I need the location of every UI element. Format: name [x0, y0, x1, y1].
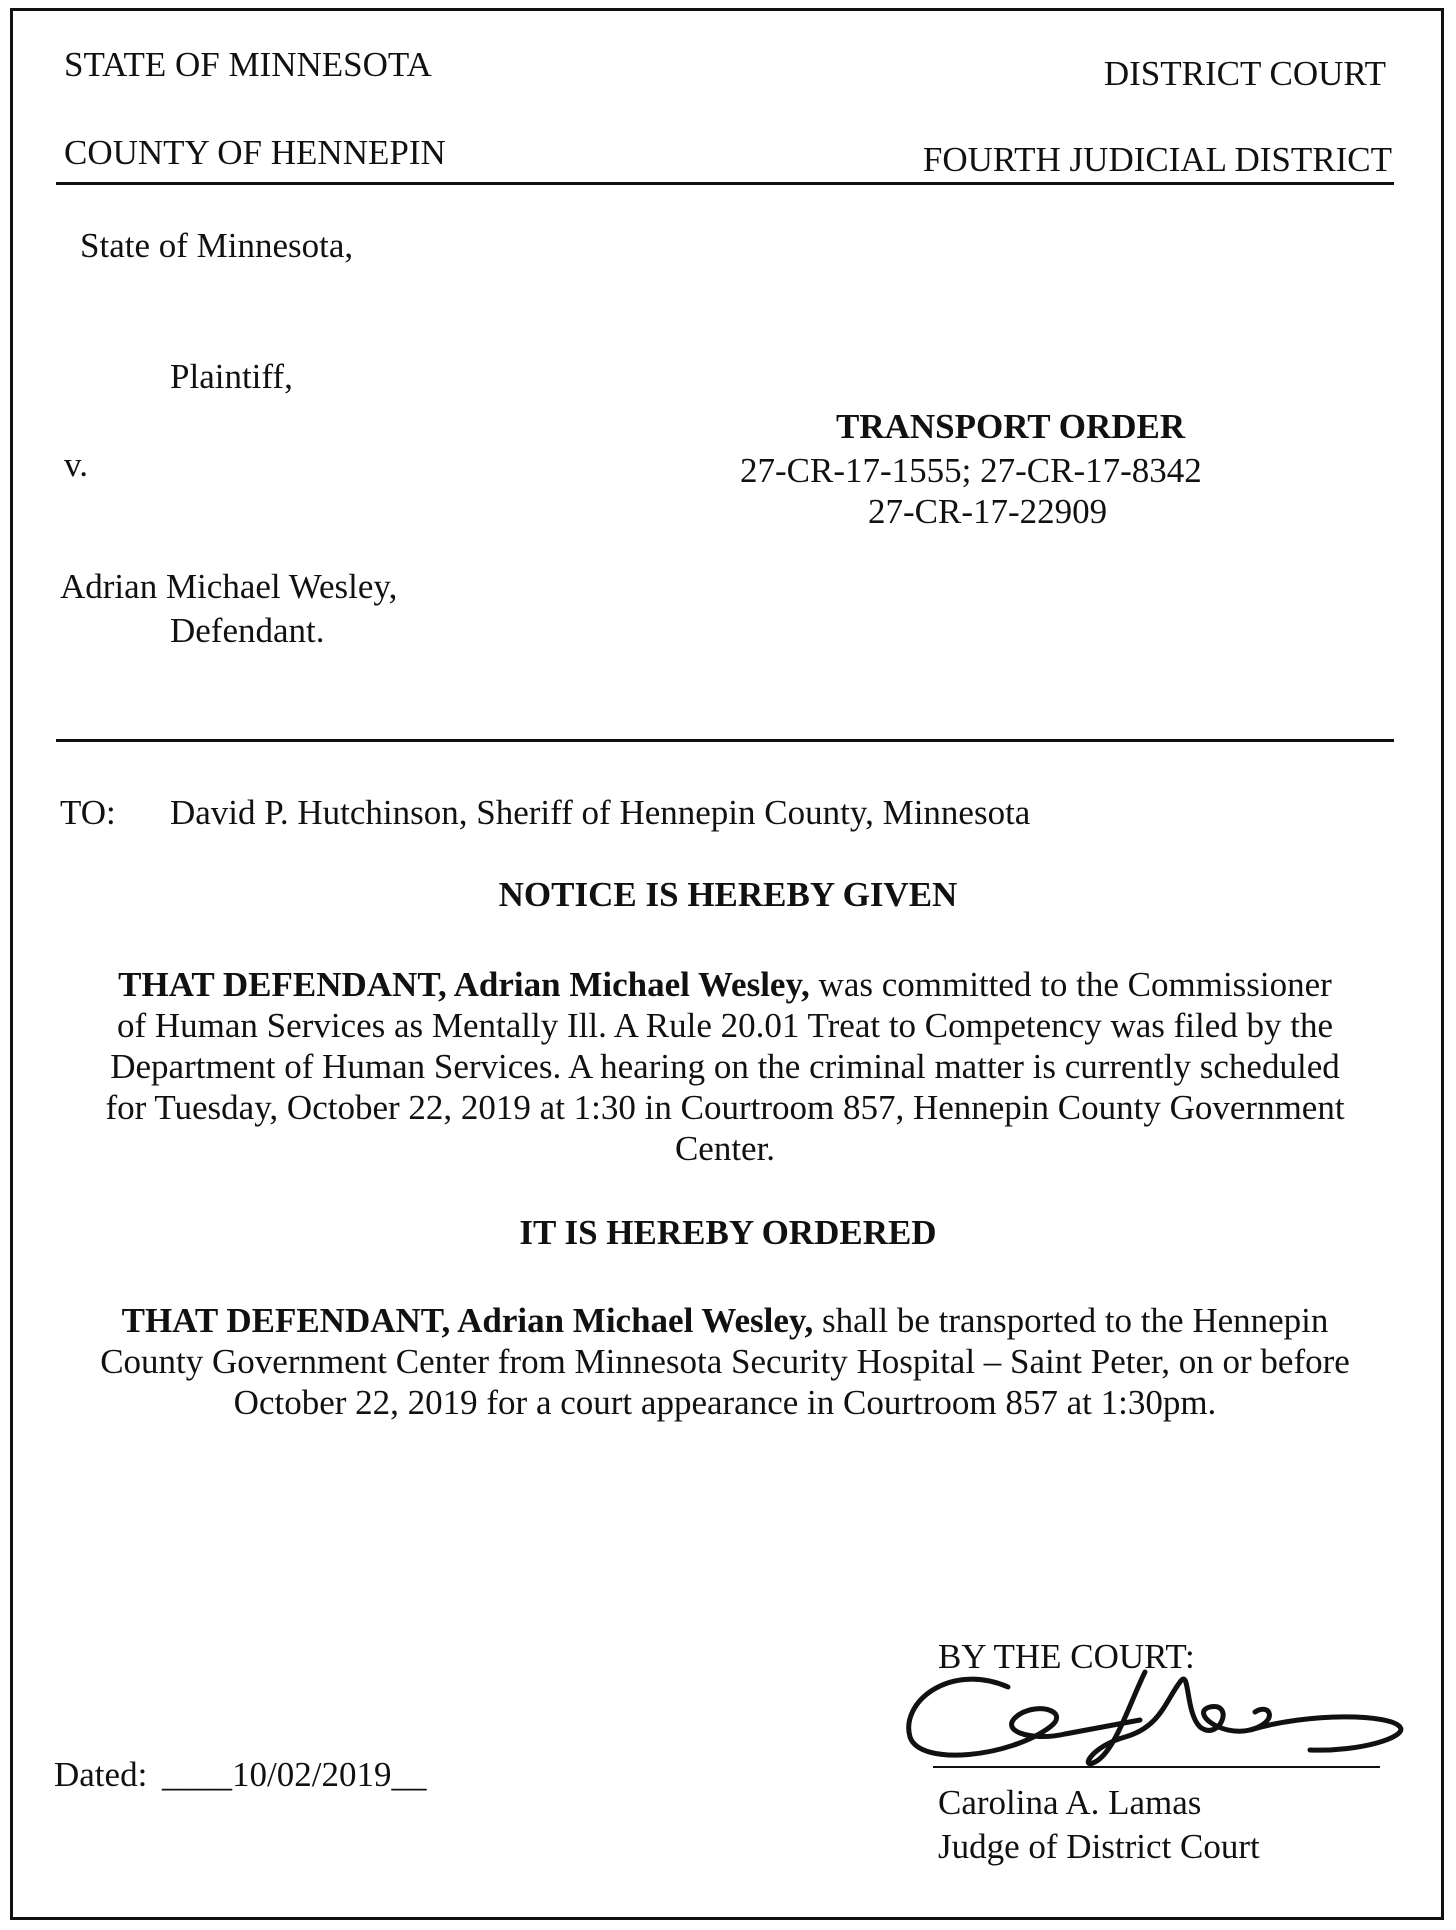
ordered-line-2: County Government Center from Minnesota Security Hospital – Saint Peter, on or before — [100, 1342, 1350, 1381]
caption-state: STATE OF MINNESOTA — [64, 45, 432, 84]
ordered-lead: THAT DEFENDANT, Adrian Michael Wesley, — [121, 1301, 814, 1340]
defendant-name: Adrian Michael Wesley, — [60, 567, 398, 606]
parties-rule — [56, 739, 1394, 742]
judge-signature — [890, 1642, 1410, 1782]
dated-value: ____10/02/2019__ — [162, 1755, 427, 1794]
signature-rule — [933, 1766, 1380, 1768]
by-the-court: BY THE COURT: — [938, 1637, 1195, 1676]
caption-district: FOURTH JUDICIAL DISTRICT — [922, 140, 1392, 179]
notice-lead: THAT DEFENDANT, Adrian Michael Wesley, — [118, 965, 810, 1004]
notice-line-4: for Tuesday, October 22, 2019 at 1:30 in Courtroom 857, Hennepin County Government — [105, 1088, 1345, 1127]
versus: v. — [64, 445, 88, 484]
caption-county: COUNTY OF HENNEPIN — [64, 133, 446, 172]
caption-court: DISTRICT COURT — [1103, 54, 1386, 93]
ordered-line-1 — [60, 1300, 1390, 1341]
defendant-role: Defendant. — [170, 611, 325, 650]
judge-name: Carolina A. Lamas — [938, 1783, 1202, 1822]
notice-heading: NOTICE IS HEREBY GIVEN — [498, 875, 958, 914]
addressee-name: David P. Hutchinson, Sheriff of Hennepin County, Minnesota — [170, 793, 1031, 832]
ordered-paragraph — [60, 1300, 1390, 1423]
case-numbers-line2: 27-CR-17-22909 — [868, 492, 1108, 531]
ordered-line-1-rest: shall be transported to the Hennepin — [813, 1301, 1329, 1340]
ordered-line-3: October 22, 2019 for a court appearance in Courtroom 857 at 1:30pm. — [233, 1383, 1217, 1422]
notice-paragraph — [60, 964, 1390, 1169]
dated-label: Dated: — [54, 1755, 148, 1794]
addressee-label: TO: — [60, 793, 116, 832]
notice-line-3: Department of Human Services. A hearing on the criminal matter is currently scheduled — [110, 1047, 1340, 1086]
judge-title: Judge of District Court — [938, 1827, 1260, 1866]
plaintiff-role: Plaintiff, — [170, 357, 293, 396]
case-numbers-line1: 27-CR-17-1555; 27-CR-17-8342 — [740, 451, 1202, 490]
notice-line-2: of Human Services as Mentally Ill. A Rule 20.01 Treat to Competency was filed by the — [116, 1006, 1334, 1045]
ordered-heading: IT IS HEREBY ORDERED — [519, 1213, 937, 1252]
notice-line-5: Center. — [674, 1129, 776, 1168]
notice-line-1 — [60, 964, 1390, 1005]
plaintiff-name: State of Minnesota, — [80, 226, 354, 265]
caption-rule — [56, 182, 1394, 185]
order-title: TRANSPORT ORDER — [836, 407, 1186, 446]
notice-line-1-rest: was committed to the Commissioner — [809, 965, 1332, 1004]
